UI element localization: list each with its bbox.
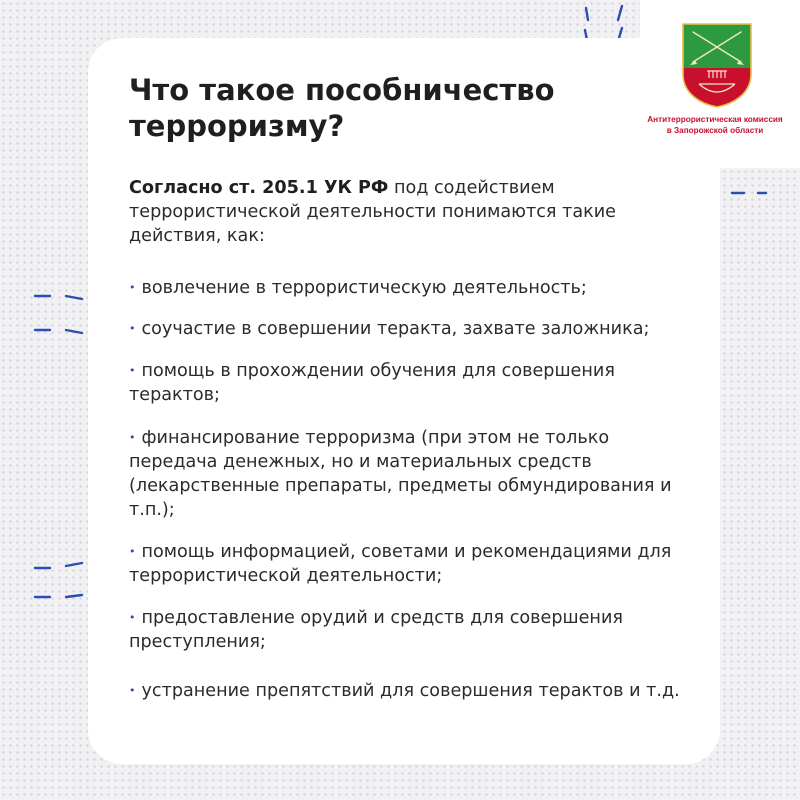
- page-title: Что такое пособничество терроризму?: [129, 73, 555, 143]
- list-item: [129, 679, 689, 703]
- list-item-text: помощь информацией, советами и рекомендациями для террористической деятельности;: [129, 542, 672, 586]
- bullet-icon: •: [129, 431, 136, 444]
- list-item: [129, 426, 689, 522]
- list-item-text: предоставление орудий и средств для совершения преступления;: [129, 608, 623, 652]
- org-name: [640, 114, 790, 136]
- list-item: [129, 606, 689, 654]
- bullet-icon: •: [129, 322, 136, 335]
- bullet-icon: •: [129, 611, 136, 624]
- list-item: [129, 276, 689, 300]
- intro-paragraph: [129, 176, 689, 248]
- list-item-text: вовлечение в террористическую деятельность;: [141, 278, 587, 298]
- intro-law-reference: Согласно ст. 205.1 УК РФ: [129, 178, 389, 198]
- list-item: [129, 540, 689, 588]
- list-item-text: помощь в прохождении обучения для совершения терактов;: [129, 361, 615, 405]
- list-item: [129, 317, 689, 341]
- bullet-icon: •: [129, 545, 136, 558]
- bullet-icon: •: [129, 684, 136, 697]
- bullet-icon: •: [129, 281, 136, 294]
- org-name-line2: в Запорожской области: [666, 126, 764, 135]
- emblem-icon: [681, 22, 753, 108]
- list-item-text: соучастие в совершении теракта, захвате заложника;: [141, 319, 650, 339]
- list-item: [129, 359, 689, 407]
- bullet-icon: •: [129, 364, 136, 377]
- list-item-text: финансирование терроризма (при этом не только передача денежных, но и материальных средств (лекарственные препараты, предметы обмундирования и т.п.);: [129, 428, 672, 520]
- org-name-line1: Антитеррористическая комиссия: [647, 115, 783, 124]
- list-item-text: устранение препятствий для совершения терактов и т.д.: [141, 681, 680, 701]
- intro-text: под содействием террористической деятельности понимаются такие действия, как:: [129, 178, 616, 246]
